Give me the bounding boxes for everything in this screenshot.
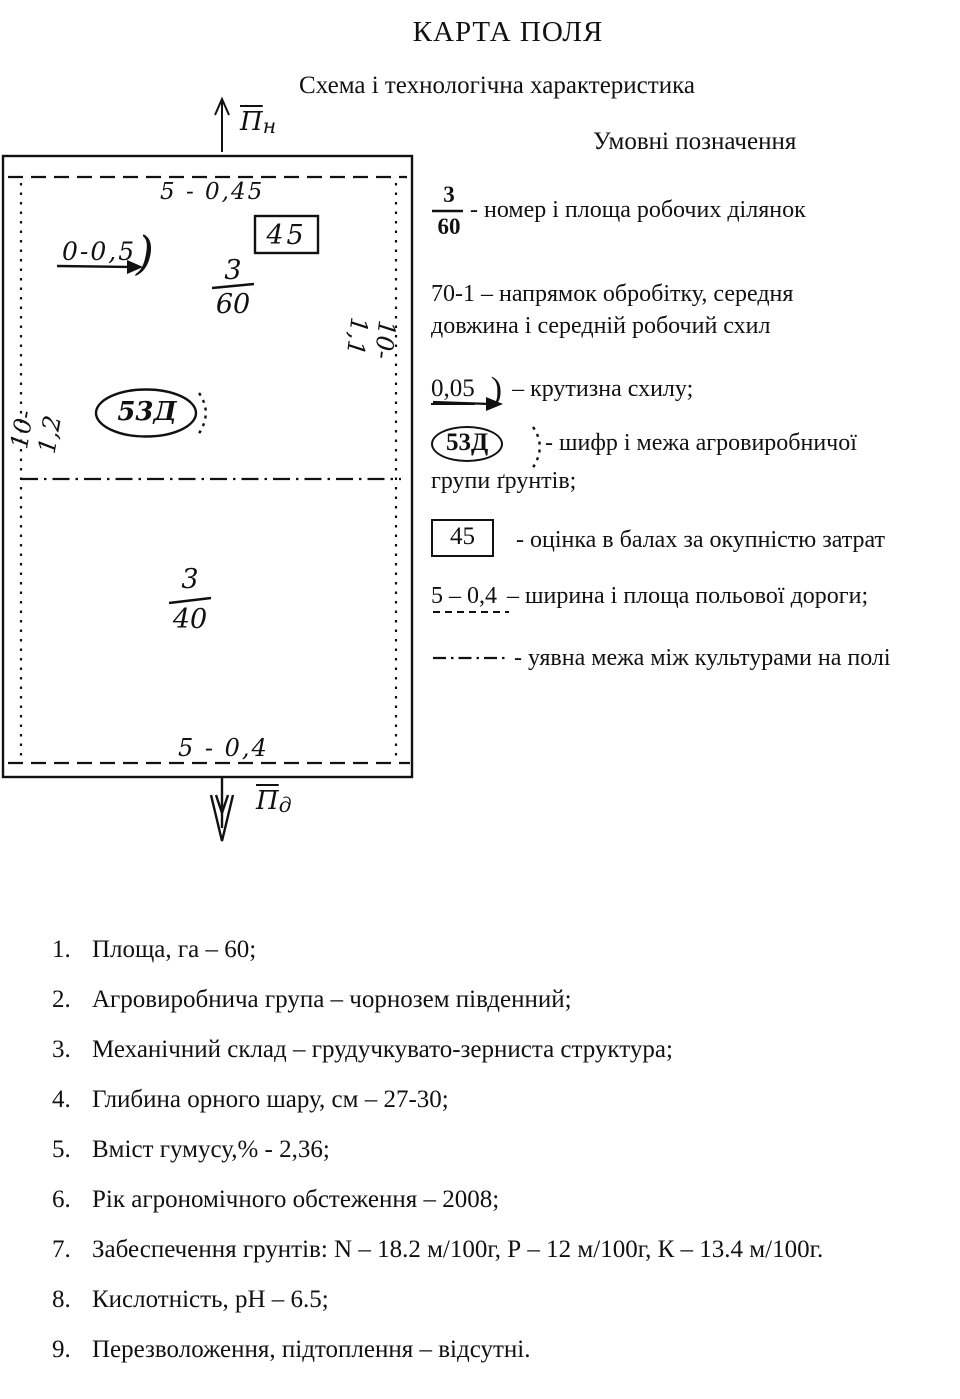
page-title: КАРТА ПОЛЯ [412, 16, 604, 48]
list-item-text: Рік агрономічного обстеження – 2008; [92, 1186, 500, 1213]
legend-item5-text: - оцінка в балах за окупністю затрат [516, 527, 886, 553]
section-top-number: 3 [224, 255, 242, 286]
legend-item2-line2: довжина і середній робочий схил [431, 313, 771, 339]
legend-item6-text: – ширина і площа польової дороги; [507, 583, 869, 609]
slope-paren: ) [136, 226, 154, 280]
page-subtitle: Схема і технологічна характеристика [299, 72, 695, 99]
list-item-text: Кислотність, рН – 6.5; [92, 1286, 329, 1313]
list-item-number: 5. [52, 1136, 71, 1163]
list-item-text: Механічний склад – грудучкувато-зерниста структура; [92, 1036, 673, 1063]
compass-south-sub: д [278, 793, 292, 817]
legend-item3 [431, 371, 693, 409]
legend-item4-line2: групи ґрунтів; [431, 468, 577, 494]
legend-item6 [431, 583, 868, 610]
list-item-number: 8. [52, 1286, 71, 1313]
compass-north-sub: н [262, 114, 277, 138]
list-item [52, 1086, 952, 1113]
list-item [52, 1186, 952, 1213]
soil-code-dotted-arc [198, 393, 206, 435]
characteristics-list [52, 936, 952, 1386]
list-item-text: Перезволоження, підтоплення – відсутні. [92, 1336, 531, 1363]
list-item-number: 9. [52, 1336, 71, 1363]
list-item-text: Вміст гумусу,% - 2,36; [92, 1136, 330, 1163]
section-bottom-area: 40 [172, 604, 208, 635]
legend-item3-text: – крутизна схилу; [512, 376, 694, 402]
section-bottom-number: 3 [181, 564, 199, 595]
legend-item3-paren: ) [490, 371, 503, 408]
list-item-number: 1. [52, 936, 71, 963]
list-item-number: 6. [52, 1186, 71, 1213]
legend-score-badge: 45 [431, 519, 494, 557]
road-top-label: 5 - 0,45 [160, 179, 265, 205]
list-item [52, 1236, 952, 1263]
legend-fraction-denominator: 60 [437, 214, 461, 239]
legend-item4-line1: - шифр і межа агровиробничої [545, 430, 857, 456]
soil-code-label: 53Д [117, 397, 177, 427]
list-item-text: Агровиробнича група – чорнозем південний; [92, 986, 572, 1013]
north-arrow [215, 99, 229, 152]
legend-title: Умовні позначення [593, 128, 797, 155]
list-item-text: Забеспечення грунтів: N – 18.2 м/100г, Р – 12 м/100г, К – 13.4 м/100г. [92, 1236, 824, 1263]
legend-fraction-numerator: 3 [443, 182, 455, 207]
road-bottom-label: 5 - 0,4 [178, 734, 269, 762]
compass-south-label [256, 786, 292, 817]
legend-item3-value: 0,05 [431, 375, 475, 405]
left-edge-label: 10-1,2 [5, 408, 67, 456]
legend-soil-code-badge: 53Д [431, 426, 503, 462]
legend-item7-text: - уявна межа між культурами на полі [514, 645, 891, 671]
list-item-text: Площа, га – 60; [92, 936, 257, 963]
list-item-number: 4. [52, 1086, 71, 1113]
compass-north-label [240, 107, 276, 138]
legend-item6-value: 5 – 0,4 [431, 583, 497, 609]
legend-item2-line1: 70-1 – напрямок обробітку, середня [431, 281, 794, 307]
list-item-number: 2. [52, 986, 71, 1013]
list-item [52, 1336, 952, 1363]
list-item [52, 1136, 952, 1163]
compass-north-letter: П [240, 107, 263, 137]
slope-value-label: 0-0,5 [62, 237, 137, 266]
right-edge-label: 10-1,1 [340, 315, 402, 361]
list-item-number: 7. [52, 1236, 71, 1263]
list-item-number: 3. [52, 1036, 71, 1063]
legend-item1-text: - номер і площа робочих ділянок [470, 197, 806, 223]
score-value: 45 [266, 220, 307, 251]
list-item [52, 1036, 952, 1063]
list-item [52, 1286, 952, 1313]
south-arrow [211, 778, 233, 841]
fraction-bar-bottom [169, 598, 211, 603]
list-item [52, 936, 952, 963]
list-item-text: Глибина орного шару, см – 27-30; [92, 1086, 449, 1113]
legend-soil-dotted-arc [532, 427, 540, 469]
compass-south-letter: П [256, 786, 279, 816]
section-top-area: 60 [215, 289, 251, 320]
list-item [52, 986, 952, 1013]
